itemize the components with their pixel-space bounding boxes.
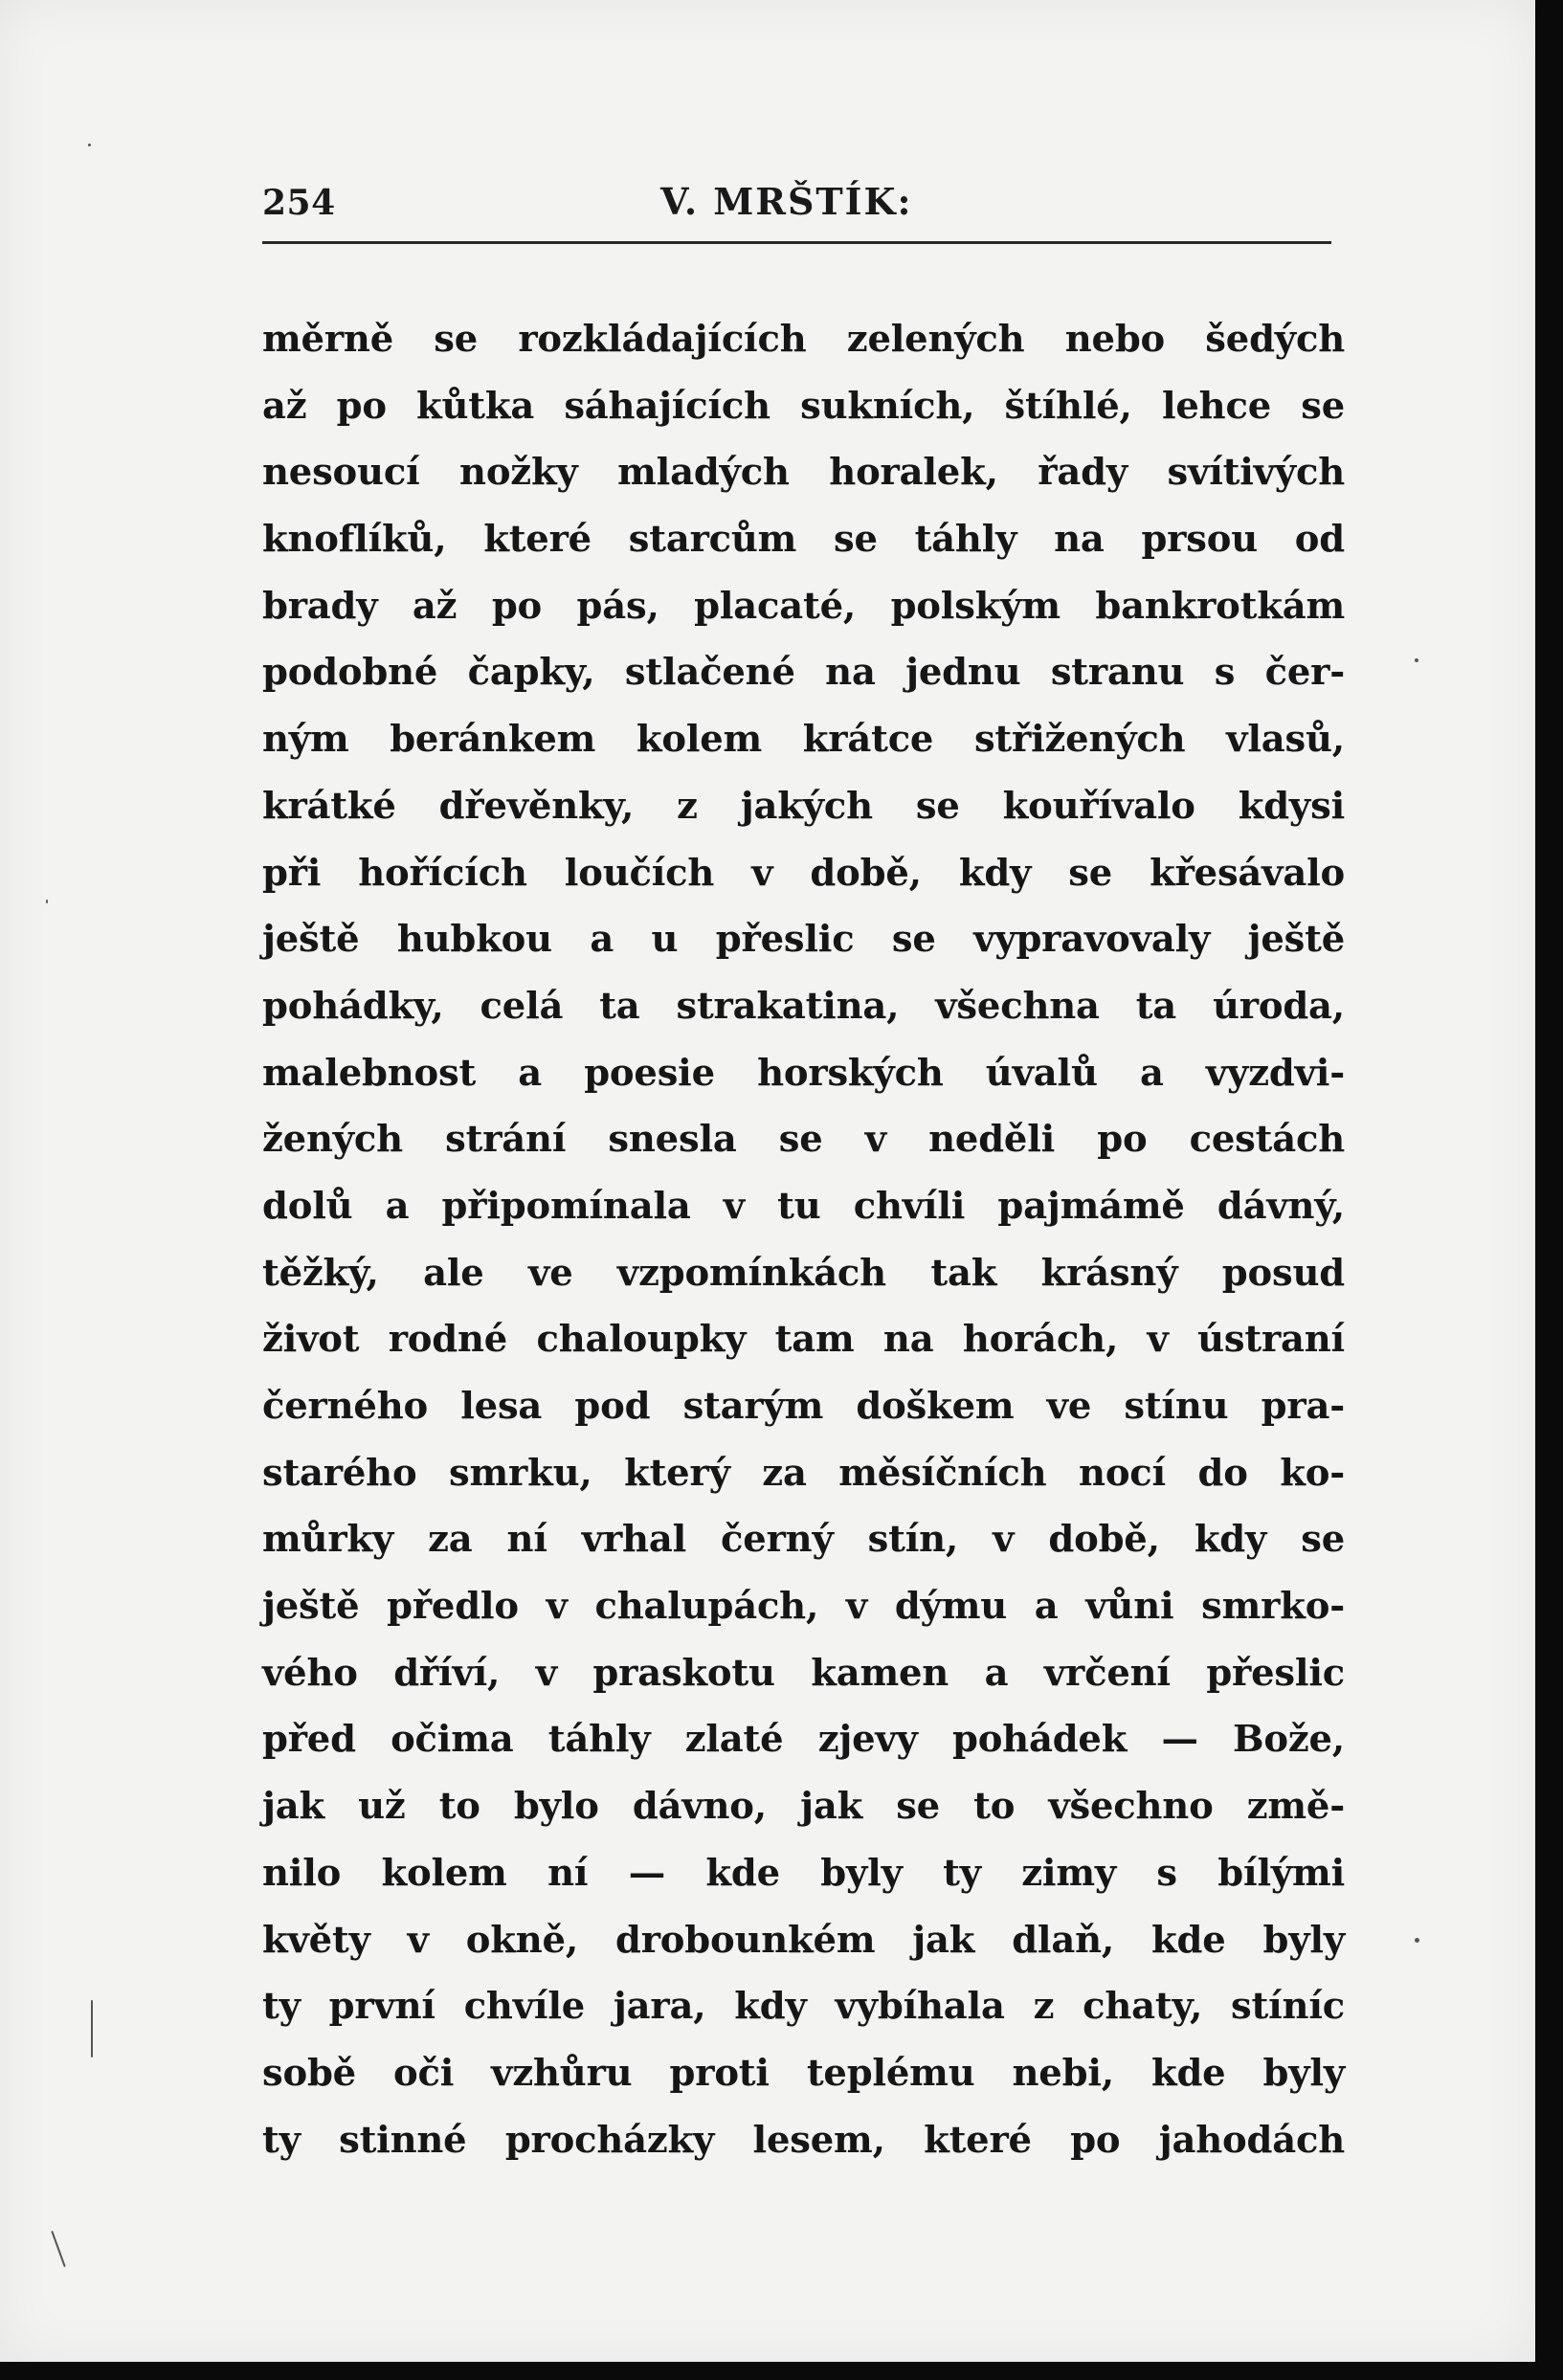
text-line: při hořících loučích v době, kdy se křesávalo: [262, 851, 1345, 895]
text-line: jak už to bylo dávno, jak se to všechno změ-: [262, 1785, 1345, 1829]
text-line: malebnost a poesie horských úvalů a vyzdvi-: [262, 1051, 1345, 1095]
text-line: brady až po pás, placaté, polským bankrotkám: [262, 584, 1345, 628]
text-line: až po kůtka sáhajících sukních, štíhlé, lehce se: [262, 384, 1345, 428]
scan-speck: [91, 2000, 93, 2057]
page-header: [262, 168, 1331, 235]
scan-border-bottom: [0, 2362, 1563, 2380]
scan-border-right: [1535, 0, 1563, 2380]
text-line: nesoucí nožky mladých horalek, řady svítivých: [262, 451, 1345, 495]
text-line: život rodné chaloupky tam na horách, v ústraní: [262, 1318, 1345, 1362]
text-line: před očima táhly zlaté zjevy pohádek — Bože,: [262, 1718, 1345, 1762]
text-line: starého smrku, který za měsíčních nocí do ko-: [262, 1451, 1345, 1495]
running-head: V. MRŠTÍK:: [660, 180, 913, 223]
text-line: knoflíků, které starcům se táhly na prsou od: [262, 518, 1345, 562]
text-line: ještě předlo v chalupách, v dýmu a vůni smrko-: [262, 1585, 1345, 1629]
scan-speck: [1415, 658, 1418, 662]
body-text: [262, 306, 1345, 2173]
text-line: těžký, ale ve vzpomínkách tak krásný posud: [262, 1251, 1345, 1295]
text-line: dolů a připomínala v tu chvíli pajmámě dávný,: [262, 1184, 1345, 1228]
text-line: černého lesa pod starým doškem ve stínu pra-: [262, 1385, 1345, 1428]
scan-speck: [88, 144, 91, 146]
scan-speck: [51, 2231, 66, 2267]
scan-speck: [1415, 1938, 1419, 1943]
text-line: měrně se rozkládajících zelených nebo šedých: [262, 318, 1345, 361]
text-line: sobě oči vzhůru proti teplému nebi, kde byly: [262, 2051, 1345, 2095]
page-number: 254: [262, 183, 336, 223]
text-line: květy v okně, drobounkém jak dlaň, kde byly: [262, 1918, 1345, 1962]
text-line: podobné čapky, stlačené na jednu stranu s čer-: [262, 651, 1345, 695]
text-line: žených strání snesla se v neděli po cestách: [262, 1118, 1345, 1162]
text-line: vého dříví, v praskotu kamen a vrčení přeslic: [262, 1651, 1345, 1695]
text-line: krátké dřevěnky, z jakých se kouřívalo kdysi: [262, 784, 1345, 828]
scan-speck: [46, 900, 48, 903]
header-rule: [262, 241, 1331, 244]
text-line: nilo kolem ní — kde byly ty zimy s bílými: [262, 1851, 1345, 1895]
text-line: ty první chvíle jara, kdy vybíhala z chaty, stíníc: [262, 1985, 1345, 2029]
text-line: ty stinné procházky lesem, které po jahodách: [262, 2118, 1345, 2162]
text-line: ným beránkem kolem krátce střižených vlasů,: [262, 718, 1345, 762]
text-line: pohádky, celá ta strakatina, všechna ta úroda,: [262, 984, 1345, 1028]
text-line: můrky za ní vrhal černý stín, v době, kdy se: [262, 1518, 1345, 1562]
text-line: ještě hubkou a u přeslic se vypravovaly ještě: [262, 918, 1345, 962]
